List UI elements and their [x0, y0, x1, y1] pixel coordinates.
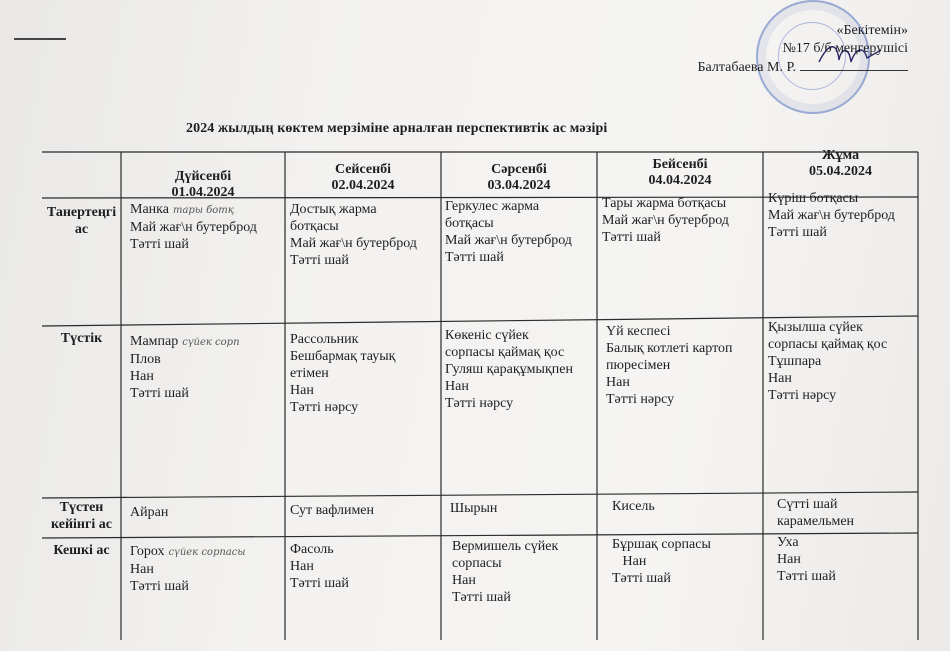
dish: Тәтті шай: [452, 590, 511, 605]
dish: Нан: [606, 375, 630, 390]
dish: Тәтті шай: [602, 230, 661, 245]
dish: Тәтті шай: [612, 571, 671, 586]
dish: Күріш ботқасы: [768, 191, 859, 206]
dish: Қызылша сүйек: [768, 320, 863, 335]
menu-cell: [606, 323, 764, 408]
dish: Тәтті нәрсу: [606, 392, 675, 407]
menu-cell: [612, 536, 762, 587]
day-date: 01.04.2024: [171, 185, 235, 200]
approval-position: №17 б/б меңгерушісі: [782, 41, 908, 56]
dish: Тәтті шай: [290, 576, 349, 591]
document-title: 2024 жылдың көктем мерзіміне арналған перспективтік ас мәзірі: [186, 121, 608, 136]
dish: Май жағ\н бутерброд: [290, 236, 417, 251]
dish: Геркулес жарма: [445, 199, 540, 214]
dish: Тәтті шай: [768, 225, 827, 240]
menu-cell: [777, 496, 917, 530]
meal-label: Түстен кейінгі ас: [51, 500, 112, 532]
dish: ботқасы: [290, 219, 339, 234]
day-name: Жұма: [821, 148, 860, 163]
menu-cell: [290, 502, 440, 519]
dish: Тәтті шай: [777, 569, 836, 584]
dish: Балық котлеті картоп: [606, 341, 733, 356]
dish: Нан: [777, 552, 801, 567]
dish: Гуляш қарақұмықпен: [445, 362, 573, 377]
day-date: 03.04.2024: [487, 178, 551, 193]
dish: Рассольник: [290, 332, 359, 347]
approval-heading: «Бекітемін»: [836, 23, 908, 38]
dish: Сут вафлимен: [290, 503, 375, 518]
menu-cell: [612, 498, 762, 515]
day-name: Бейсенбі: [652, 157, 708, 172]
dish: Нан: [290, 383, 314, 398]
dish: Май жағ\н бутерброд: [602, 213, 729, 228]
dish: Фасоль: [290, 542, 334, 557]
menu-cell: [445, 327, 597, 412]
handwritten-note: сүйек сорп: [182, 337, 240, 348]
menu-cell: [445, 198, 595, 266]
dish: Мампар: [130, 334, 179, 349]
dish: пюресімен: [606, 358, 671, 373]
day-date: 04.04.2024: [648, 173, 712, 188]
day-name: Сейсенбі: [334, 162, 392, 177]
dish: Шырын: [450, 501, 498, 516]
dish: Нан: [130, 369, 154, 384]
day-header: [763, 148, 918, 180]
meal-label: Танертеңгі ас: [46, 205, 117, 237]
dish: Нан: [445, 379, 469, 394]
menu-cell: [602, 195, 762, 246]
menu-cell: [130, 504, 282, 521]
dish: Кисель: [612, 499, 655, 514]
menu-cell: [130, 201, 282, 253]
dish: Бешбармақ тауық: [290, 349, 396, 364]
dish: Уха: [777, 535, 799, 550]
day-date: 05.04.2024: [809, 164, 872, 179]
dish: Тәтті шай: [130, 386, 189, 401]
approver-name: Балтабаева М. Р.: [697, 60, 796, 75]
menu-cell: [777, 534, 917, 585]
dish: Көкеніс сүйек: [445, 328, 529, 343]
dish: Нан: [290, 559, 314, 574]
menu-cell: [768, 319, 916, 404]
dish: Айран: [130, 505, 169, 520]
dish: сорпасы: [452, 556, 502, 571]
dish: сорпасы қаймақ қос: [768, 337, 888, 352]
meal-label: Кешкі ас: [53, 543, 110, 558]
dish: Вермишель сүйек: [452, 539, 559, 554]
dish: Тәтті шай: [130, 237, 189, 252]
dish: Тәтті нәрсу: [290, 400, 359, 415]
menu-cell: [290, 541, 440, 592]
menu-cell: [130, 333, 282, 402]
dish: Нан: [452, 573, 476, 588]
dish: Тұшпара: [768, 354, 822, 369]
day-header: [441, 162, 597, 194]
dish: Плов: [130, 352, 161, 367]
dish: Бұршақ сорпасы: [612, 537, 711, 552]
handwritten-note: сүйек сорпасы: [168, 547, 246, 558]
dish: Тәтті нәрсу: [768, 388, 837, 403]
dish: Тәтті шай: [130, 579, 189, 594]
dish: Манка: [130, 202, 169, 217]
menu-cell: [290, 331, 440, 416]
dish: Тәтті нәрсу: [445, 396, 514, 411]
dish: Май жағ\н бутерброд: [768, 208, 895, 223]
menu-cell: [450, 500, 596, 517]
menu-cell: [768, 190, 916, 241]
dish: карамельмен: [777, 514, 855, 529]
menu-cell: [130, 543, 282, 595]
dish: ботқасы: [445, 216, 494, 231]
dish: Май жағ\н бутерброд: [130, 220, 257, 235]
dish: Нан: [612, 554, 647, 569]
dish: Достық жарма: [290, 202, 377, 217]
dish: Тәтті шай: [445, 250, 504, 265]
dish: Үй кеспесі: [606, 324, 671, 339]
day-header: [285, 162, 441, 194]
day-name: Сәрсенбі: [491, 162, 547, 177]
day-date: 02.04.2024: [331, 178, 395, 193]
dish: сорпасы қаймақ қос: [445, 345, 565, 360]
dish: Тары жарма ботқасы: [602, 196, 727, 211]
day-name: Дүйсенбі: [174, 169, 232, 184]
menu-cell: [290, 201, 440, 269]
dish: Горох: [130, 544, 165, 559]
dish: Нан: [768, 371, 792, 386]
meal-label: Түстік: [60, 331, 103, 346]
dish: Сүтті шай: [777, 497, 838, 512]
menu-cell: [452, 538, 596, 606]
handwritten-note: тары ботқ: [172, 205, 234, 216]
dish: Тәтті шай: [290, 253, 349, 268]
day-header: [597, 157, 763, 189]
dish: етімен: [290, 366, 329, 381]
day-header: [121, 169, 285, 201]
dish: Май жағ\н бутерброд: [445, 233, 572, 248]
dish: Нан: [130, 562, 154, 577]
